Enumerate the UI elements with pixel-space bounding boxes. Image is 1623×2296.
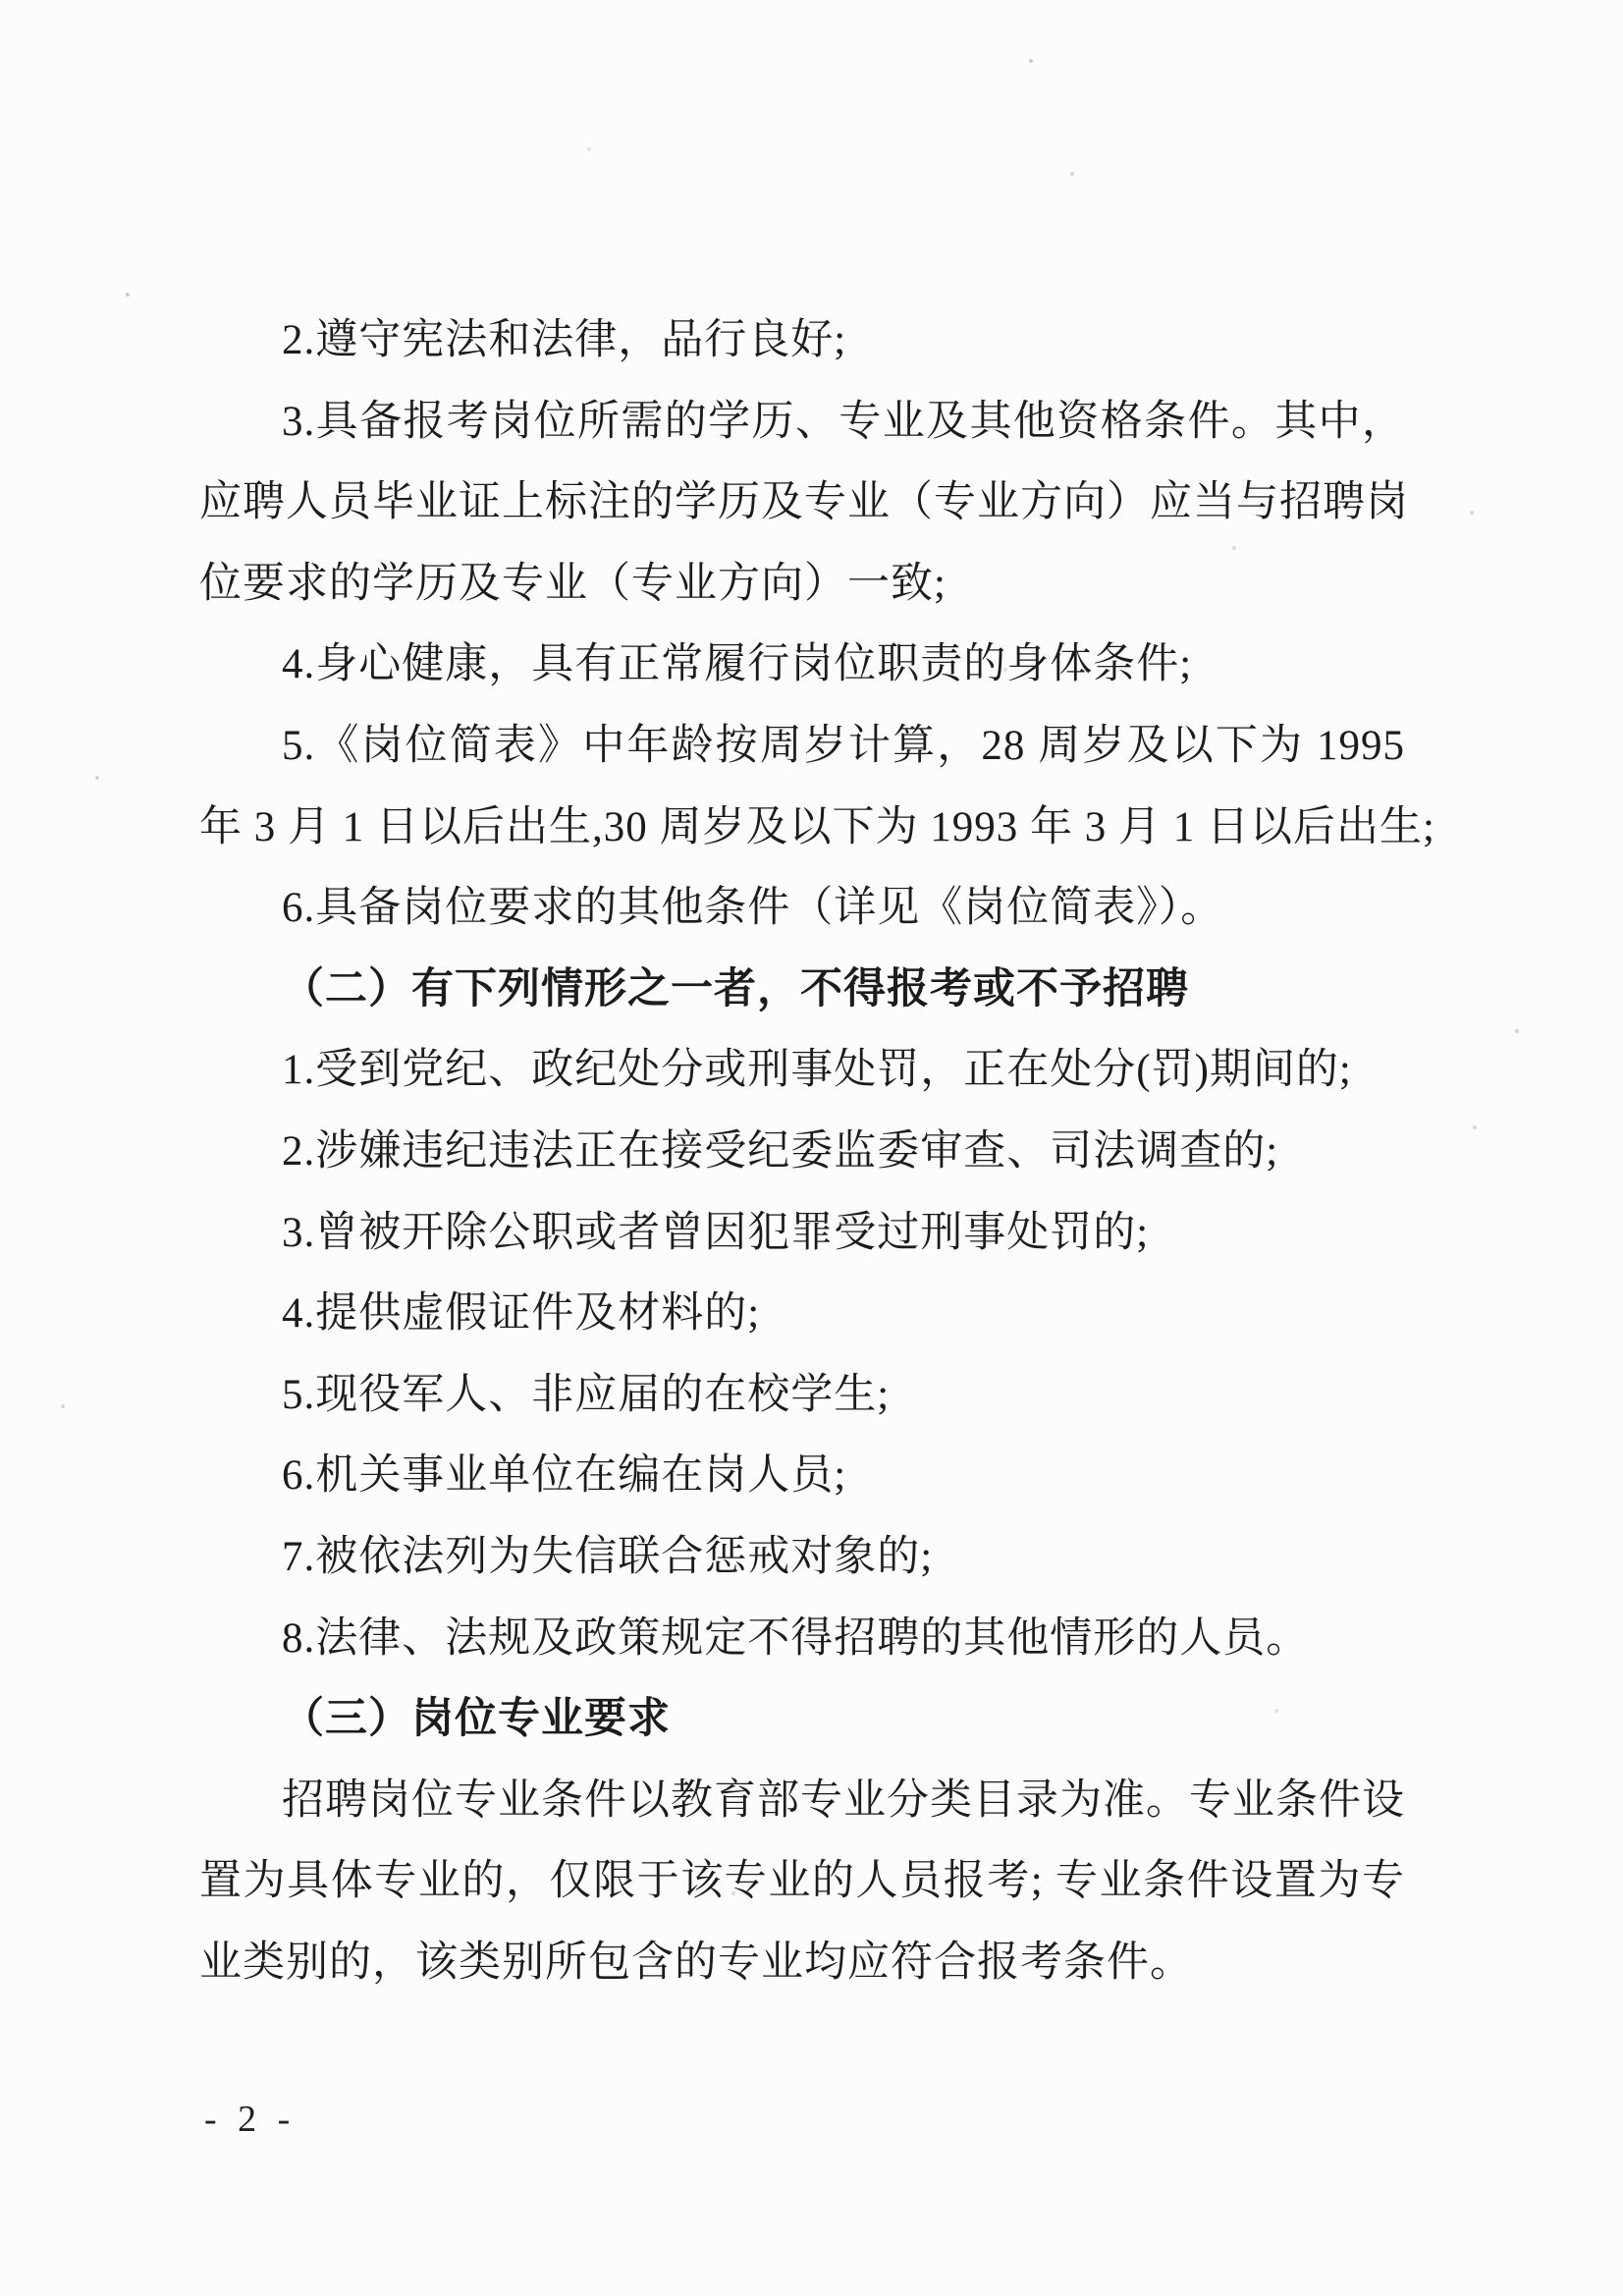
text-line: 年 3 月 1 日以后出生,30 周岁及以下为 1993 年 3 月 1 日以后出生; (199, 803, 1435, 850)
text-line: 1.受到党纪、政纪处分或刑事处罚，正在处分(罚)期间的; (282, 1047, 1352, 1094)
text-line: 4.身心健康，具有正常履行岗位职责的身体条件; (282, 641, 1193, 688)
text-line: 应聘人员毕业证上标注的学历及专业（专业方向）应当与招聘岗 (199, 479, 1409, 526)
section-heading: （三）岗位专业要求 (282, 1696, 671, 1743)
text-line: 位要求的学历及专业（专业方向）一致; (199, 560, 947, 607)
text-line: 6.具备岗位要求的其他条件（详见《岗位简表》）。 (282, 885, 1224, 932)
text-line: 招聘岗位专业条件以教育部专业分类目录为准。专业条件设 (282, 1777, 1405, 1824)
document-body (199, 301, 1435, 2003)
text-line: 6.机关事业单位在编在岗人员; (282, 1452, 847, 1500)
page-number: - 2 - (204, 2099, 297, 2140)
text-line: 7.被依法列为失信联合惩戒对象的; (282, 1533, 934, 1580)
text-line: 置为具体专业的，仅限于该专业的人员报考; 专业条件设置为专 (199, 1858, 1405, 1905)
text-line: 3.具备报考岗位所需的学历、专业及其他资格条件。其中， (282, 398, 1405, 445)
text-line: 8.法律、法规及政策规定不得招聘的其他情形的人员。 (282, 1614, 1310, 1662)
text-line: 4.提供虚假证件及材料的; (282, 1290, 761, 1338)
text-line: 5.现役军人、非应届的在校学生; (282, 1371, 891, 1418)
section-heading: （二）有下列情形之一者，不得报考或不予招聘 (282, 965, 1189, 1012)
text-line: 3.曾被开除公职或者曾因犯罪受过刑事处罚的; (282, 1209, 1150, 1256)
text-line: 5.《岗位简表》中年龄按周岁计算，28 周岁及以下为 1995 (282, 722, 1405, 769)
text-line: 业类别的，该类别所包含的专业均应符合报考条件。 (199, 1939, 1193, 1986)
text-line: 2.遵守宪法和法律，品行良好; (282, 317, 847, 363)
scan-noise (1029, 59, 1033, 63)
text-line: 2.涉嫌违纪违法正在接受纪委监委审查、司法调查的; (282, 1127, 1279, 1175)
